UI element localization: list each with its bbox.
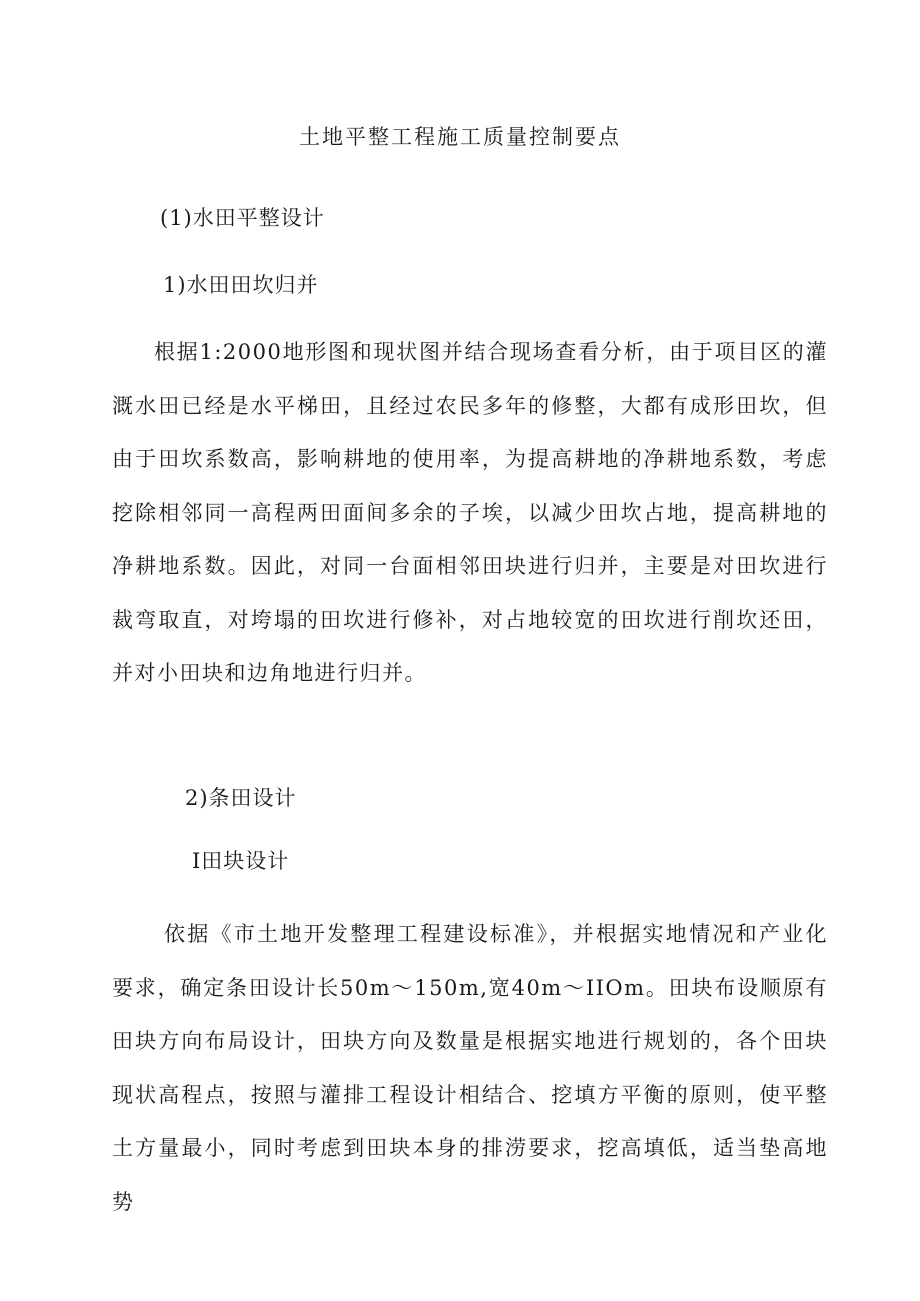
document-title: 土地平整工程施工质量控制要点: [299, 125, 621, 149]
section-heading-paddy-leveling: (1)水田平整设计: [160, 206, 325, 230]
paragraph-field-block-design: 依据《市土地开发整理工程建设标准》，并根据实地情况和产业化要求，确定条田设计长50m～150m,宽40m～IIOm。田块布设顺原有田块方向布局设计，田块方向及数量是根据实地进行规划的，各个田块现状高程点，按照与灌排工程设计相结合、挖填方平衡的原则，使平整土方量最小，同时考虑到田块本身的排涝要求，挖高填低，适当垫高地势: [112, 922, 828, 1214]
item-heading-field-block: I田块设计: [192, 849, 290, 873]
subsection-heading-ridge-merging: 1)水田田坎归并: [163, 273, 319, 297]
paragraph-ridge-merging: 根据1:2000地形图和现状图并结合现场查看分析，由于项目区的灌溉水田已经是水平梯田，且经过农民多年的修整，大都有成形田坎，但由于田坎系数高，影响耕地的使用率，为提高耕地的净耕地系数，考虑挖除相邻同一高程两田面间多余的子埃，以减少田坎占地，提高耕地的净耕地系数。因此，对同一台面相邻田块进行归并，主要是对田坎进行裁弯取直，对垮塌的田坎进行修补，对占地较宽的田坎进行削坎还田，并对小田块和边角地进行归并。: [112, 340, 828, 685]
subsection-heading-strip-field: 2)条田设计: [185, 786, 297, 810]
